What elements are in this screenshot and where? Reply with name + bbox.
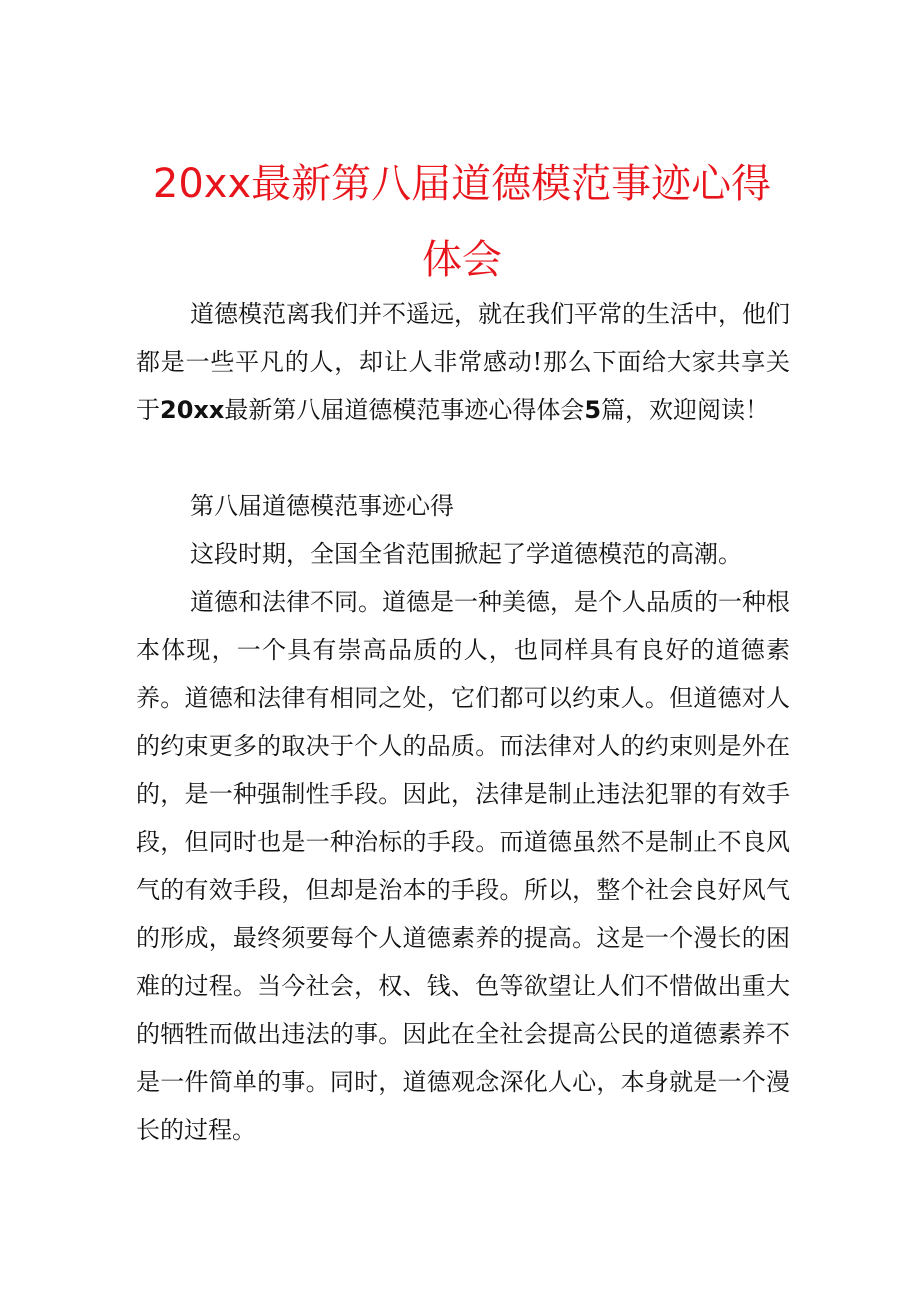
intro-text-2: 最新第八届道德模范事迹心得体会	[224, 396, 585, 424]
intro-paragraph	[136, 290, 790, 434]
paragraph-2: 道德和法律不同。道德是一种美德，是个人品质的一种根本体现，一个具有崇高品质的人，也同样具有良好的道德素养。道德和法律有相同之处，它们都可以约束人。但道德对人的约束更多的取决于个人的品质。而法律对人的约束则是外在的，是一种强制性手段。因此，法律是制止违法犯罪的有效手段，但同时也是一种治标的手段。而道德虽然不是制止不良风气的有效手段，但却是治本的手段。所以，整个社会良好风气的形成，最终须要每个人道德素养的提高。这是一个漫长的困难的过程。当今社会，权、钱、色等欲望让人们不惜做出重大的牺牲而做出违法的事。因此在全社会提高公民的道德素养不是一件简单的事。同时，道德观念深化人心，本身就是一个漫长的过程。	[136, 588, 790, 1144]
paragraph-1: 这段时期，全国全省范围掀起了学道德模范的高潮。	[190, 540, 742, 568]
intro-year: 20xx	[160, 396, 225, 424]
intro-text-3: 篇，欢迎阅读！	[601, 396, 770, 424]
paragraph-spacer	[136, 434, 790, 482]
intro-text-1: 道德模范离我们并不遥远，就在我们平常的生活中，他们都是一些平凡的人，却让人非常感动!那么下面给大家共享关于	[136, 300, 790, 424]
document-title	[136, 146, 788, 298]
title-line-1: 20xx最新第八届道德模范事迹心得	[152, 161, 772, 207]
title-line-2: 体会	[422, 237, 502, 283]
section-heading: 第八届道德模范事迹心得	[190, 492, 454, 520]
document-body	[136, 290, 790, 1154]
intro-count: 5	[584, 396, 602, 424]
